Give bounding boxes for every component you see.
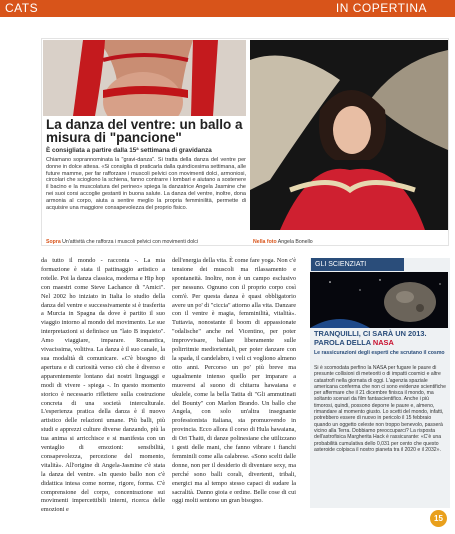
dancer-portrait-photo [250,40,448,230]
sidebar-title: GLI SCIENZIATI [311,258,404,271]
article-headline: La danza del ventre: un ballo a misura di "pancione" [46,117,243,145]
caption-left-text: Un'attività che rafforza i muscoli pelvici con movimenti dolci [62,239,198,245]
sidebar-box [310,258,450,508]
sidebar-subhead: Le rassicurazioni degli esperti che scrutano il cosmo [314,350,445,356]
article-subhead: È consigliata a partire dalla 15ª settimana di gravidanza [46,147,212,154]
caption-right-text: Angela Bonello [277,239,313,245]
pregnant-belly-photo [43,40,246,116]
section-label-right: IN COPERTINA [335,1,427,15]
article-column-2: dell'energia della vita. È come fare yoga. Non c'è tensione dei muscoli ma rilassamento e spontaneità. Inoltre, non è un campo esclusivo per nessuno. Ognuno con il proprio corpo così com'è. Per questa danza è quasi obbligatorio avere un po' di "ciccia" attorno alla vita. Danzare con il ventre è magia, femminilità, vitalità». Tuttavia, nonostante il boom di appassionate "odalische" anche nel Vicentino, per poter improvvisare, ballare liberamente sulle polirritmie mediorientali, per poter danzare con la spada, il candelabro, i veli ci vogliono almeno otto anni. Percorso un po' più breve ma ugualmente intenso quello per imparare a muoversi al suono di chitarra hawaiana e ukulele, come la bella Tatita di "Gli ammutinati del Bounty" con Marlon Brando. Un ballo che Angela, con solo un'altra insegnante professionista italiana, sta promuovendo in provincia. Ecco allora il corso di Hula hawaiana, di Ori Thaiti, di danze polinesiane che utilizzano i gesti delle mani, che fanno vibrare i fianchi femminili come alla calabrese. «Sono scelti dalle donne, non per il desiderio di diventare sexy, ma perché sono balli corali, divertenti, tribali, energici ma al tempo stesso capaci di sudare la sacralità. Danno gioia e ordine. Belle cose di cui oggi molti sentono un gran bisogno. [172,257,296,505]
asteroid-image [310,272,448,328]
section-label-left: CATS [5,1,39,15]
photo-caption-right [253,239,313,245]
sidebar-headline-nasa: NASA [372,338,394,347]
article-column-1: da tutto il mondo - racconta -. La mia formazione è stata il pattinaggio artistico a rotelle. Poi la danza classica, moderna e Hip hop con maestri come Steve Lachance di "Amici". Nel 2002 ho iniziato in Italia lo studio della danza del ventre e successivamente si è trasferita a Murcia in Spagna da dove è partito il suo viaggio intorno al mondo del movimento. Le sue interpretazioni si definisce un "lato B inquieto". Amo viaggiare, imparare. Romantica, vivacissima, volitiva. La danza è il suo canale, la sua modalità di comunicare. «C'è bisogno di apertura e di curiosità verso ciò che è diverso e apparentemente lontano dai nostri linguaggi e modi di vivere - spiega -. In questo momento storico è necessario riflettere sulla costruzione concreta di una società interculturale. L'esperienza pratica della danza è il nuovo artistico delle relazioni umane. Più balli, più studi e apprezzi culture diverse danzando, più la tua anima si arricchisce e si manifesta con un ventaglio di emozioni: sensibilità, consapevolezza, percezione del momento, vitalità». All'origine di Angela-Jasmine c'è stata la danza del ventre. «In questo ballo non c'è didattica intesa come norme, rigore, forma. C'è comprensione del corpo, concentrazione sui movimenti impercettibili interni, ricerca delle emozioni e [41,257,165,514]
caption-right-label: Nella foto [253,239,277,245]
sidebar-headline [314,329,448,347]
sidebar-body: Si è scomodata perfino la NASA per fugare le paure di presunte collisioni di meteoriti o di impatti cosmici e altre catastrofi nella giornata di oggi. L'agenzia spaziale americana conferma che non ci sono evidenze scientifiche per affermare che il 21 dicembre finisca il mondo, ma soltanto scenari da film fantascientifico. Anche i più timorosi, quindi, possono deporre le paure e, almeno, rimandare al momento giusto. Lo scetti del mondo, infatti, potrebbero essere di nuovo in pericolo il 15 febbraio quando un oggetto celeste non troppo benevolo, passerà vicino alla Terra. Dobbiamo preoccuparci? La risposta dell'astrofisica Margherita Hack è rassicurante: «C'è una probabilità cumulativa dello 0,031 per cento che questo asteroide colpisca il nostro pianeta tra il 2020 e il 2032». [314,365,446,453]
photo-caption-left [46,239,198,245]
sidebar-headline-text: TRANQUILLI, CI SARÀ UN 2013. PAROLA DELLA [314,329,427,347]
caption-left-label: Sopra [46,239,61,245]
page-number: 15 [430,510,447,527]
section-header-bar [0,0,455,17]
article-intro: Chiamano soprannominata la "gravi-danza". Si tratta della danza del ventre per donne in dolce attesa. «Si consiglia di praticarla dalla quindicesima settimana, alle future mamme, per far rafforzare i muscoli pelvici con movimenti dolci, armoniosi, circolari che scioglono la schiena, fanno contrarre i lombari e aiutano a sostenere il bacino e la muscolatura del perineo» spiega la danzatrice Angela Jasmine che nei suoi corsi accoglie gestanti in buona salute. La danza del ventre, inoltre, dona armonia al corpo, aiuta a sentire meglio la propria femminilità, permette di acquisire una maggiore consapevolezza del proprio fisico. [46,157,246,211]
